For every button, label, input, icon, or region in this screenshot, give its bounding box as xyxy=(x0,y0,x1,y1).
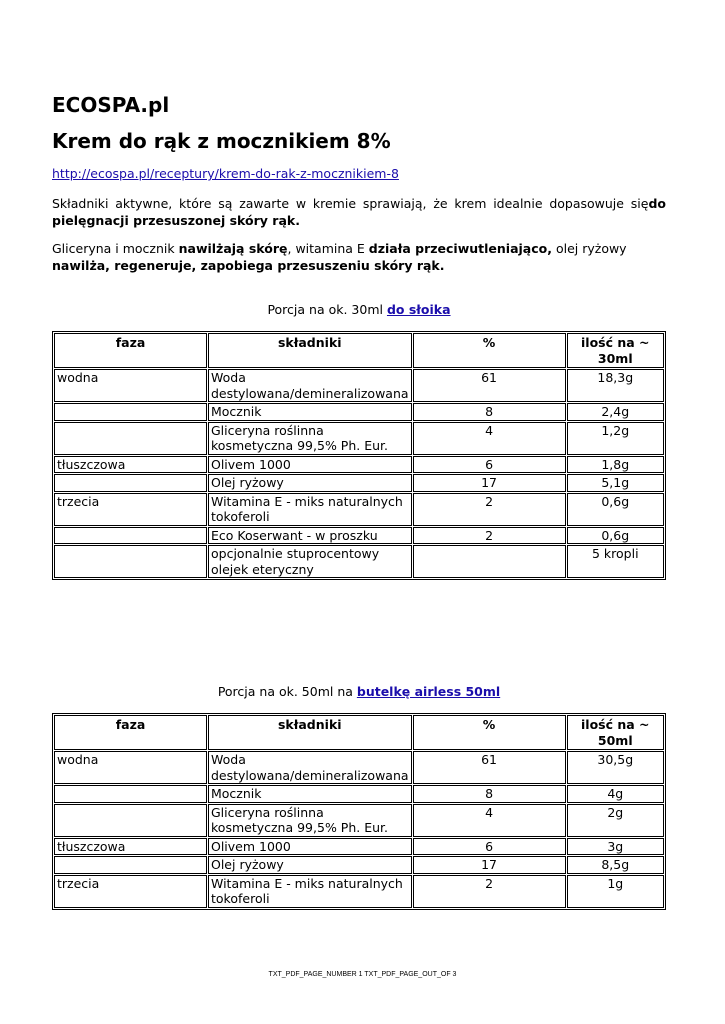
table-cell: 61 xyxy=(413,369,566,402)
p2-part: nawilża, regeneruje, zapobiega przesuszeniu skóry rąk. xyxy=(52,258,445,273)
table-row xyxy=(54,369,664,402)
table-cell: trzecia xyxy=(54,493,207,526)
table-cell: Olej ryżowy xyxy=(208,856,412,874)
table-cell xyxy=(54,527,207,545)
page-footer: TXT_PDF_PAGE_NUMBER 1 TXT_PDF_PAGE_OUT_OF 3 xyxy=(268,971,457,978)
table-cell: 30,5g xyxy=(567,751,664,784)
table-header-row xyxy=(54,333,664,368)
table-cell: Gliceryna roślinna kosmetyczna 99,5% Ph. Eur. xyxy=(208,804,412,837)
column-header: ilość na ~ 50ml xyxy=(567,715,664,750)
table-row xyxy=(54,493,664,526)
site-title: ECOSPA.pl xyxy=(52,93,170,117)
table-row xyxy=(54,838,664,856)
table-cell: 5 kropli xyxy=(567,545,664,578)
airless-bottle-link[interactable]: butelkę airless 50ml xyxy=(356,684,501,699)
table-header-row xyxy=(54,715,664,750)
column-header: faza xyxy=(54,333,207,368)
column-header: faza xyxy=(54,715,207,750)
table-cell xyxy=(54,545,207,578)
table-row xyxy=(54,875,664,908)
table-cell: Olivem 1000 xyxy=(208,838,412,856)
table-cell: 18,3g xyxy=(567,369,664,402)
table-cell: 4 xyxy=(413,804,566,837)
table-cell: 61 xyxy=(413,751,566,784)
table-cell: 1,8g xyxy=(567,456,664,474)
table-cell: Olej ryżowy xyxy=(208,474,412,492)
table-cell: trzecia xyxy=(54,875,207,908)
table-row xyxy=(54,545,664,578)
table-cell: 5,1g xyxy=(567,474,664,492)
recipe-url-link[interactable]: http://ecospa.pl/receptury/krem-do-rak-z-mocznikiem-8 xyxy=(52,166,399,181)
table-row xyxy=(54,785,664,803)
table-row xyxy=(54,403,664,421)
table-cell xyxy=(54,856,207,874)
recipe-table-50ml xyxy=(52,713,666,910)
table-cell: 8 xyxy=(413,785,566,803)
table-row xyxy=(54,474,664,492)
table-cell: 0,6g xyxy=(567,493,664,526)
table-cell: Olivem 1000 xyxy=(208,456,412,474)
column-header: % xyxy=(413,333,566,368)
table-cell: 2 xyxy=(413,527,566,545)
p2-part: działa przeciwutleniająco, xyxy=(368,241,552,256)
portion-50ml xyxy=(52,684,666,699)
intro-p1-text: Składniki aktywne, które są zawarte w kremie sprawiają, że krem idealnie dopasowuje się xyxy=(52,196,649,211)
column-header: % xyxy=(413,715,566,750)
table-row xyxy=(54,751,664,784)
intro-paragraph-1 xyxy=(52,195,666,229)
table-cell: 1g xyxy=(567,875,664,908)
table-cell: 0,6g xyxy=(567,527,664,545)
table-cell: 2 xyxy=(413,875,566,908)
table-cell: 1,2g xyxy=(567,422,664,455)
portion-30-text: Porcja na ok. 30ml xyxy=(267,302,387,317)
table-cell: tłuszczowa xyxy=(54,456,207,474)
table-row xyxy=(54,804,664,837)
table-cell: wodna xyxy=(54,751,207,784)
table-cell: 6 xyxy=(413,456,566,474)
table-cell xyxy=(54,422,207,455)
table-cell: 17 xyxy=(413,856,566,874)
table-cell: 2,4g xyxy=(567,403,664,421)
table-cell: Mocznik xyxy=(208,403,412,421)
portion-50-text: Porcja na ok. 50ml na xyxy=(217,684,357,699)
table-row xyxy=(54,422,664,455)
intro-p1-bold: do pielęgnacji przesuszonej skóry rąk. xyxy=(52,196,666,228)
recipe-title: Krem do rąk z mocznikiem 8% xyxy=(52,129,391,153)
table-cell xyxy=(54,785,207,803)
table-cell: tłuszczowa xyxy=(54,838,207,856)
table-cell: wodna xyxy=(54,369,207,402)
table-cell xyxy=(413,545,566,578)
p2-part: nawilżają skórę xyxy=(178,241,288,256)
table-cell: Eco Koserwant - w proszku xyxy=(208,527,412,545)
table-cell: 8,5g xyxy=(567,856,664,874)
table-cell: Witamina E - miks naturalnych tokoferoli xyxy=(208,493,412,526)
table-cell: 8 xyxy=(413,403,566,421)
table-cell xyxy=(54,804,207,837)
intro-paragraph-2 xyxy=(52,240,666,274)
table-cell: 4g xyxy=(567,785,664,803)
table-row xyxy=(54,527,664,545)
table-row xyxy=(54,856,664,874)
table-cell: Gliceryna roślinna kosmetyczna 99,5% Ph. Eur. xyxy=(208,422,412,455)
portion-30ml xyxy=(52,302,666,317)
table-cell: 17 xyxy=(413,474,566,492)
table-row xyxy=(54,456,664,474)
table-cell: 2g xyxy=(567,804,664,837)
table-cell: opcjonalnie stuprocentowy olejek eteryczny xyxy=(208,545,412,578)
recipe-table-30ml xyxy=(52,331,666,580)
table-cell: 3g xyxy=(567,838,664,856)
p2-part: olej ryżowy xyxy=(551,241,627,256)
table-cell: Witamina E - miks naturalnych tokoferoli xyxy=(208,875,412,908)
table-cell: 4 xyxy=(413,422,566,455)
table-cell xyxy=(54,474,207,492)
column-header: ilość na ~ 30ml xyxy=(567,333,664,368)
p2-part: , witamina E xyxy=(287,241,369,256)
table-cell xyxy=(54,403,207,421)
table-cell: 2 xyxy=(413,493,566,526)
p2-part: Gliceryna i mocznik xyxy=(52,241,179,256)
table-cell: Woda destylowana/demineralizowana xyxy=(208,751,412,784)
jar-link[interactable]: do słoika xyxy=(386,302,451,317)
column-header: składniki xyxy=(208,333,412,368)
table-cell: Mocznik xyxy=(208,785,412,803)
table-cell: Woda destylowana/demineralizowana xyxy=(208,369,412,402)
table-cell: 6 xyxy=(413,838,566,856)
column-header: składniki xyxy=(208,715,412,750)
